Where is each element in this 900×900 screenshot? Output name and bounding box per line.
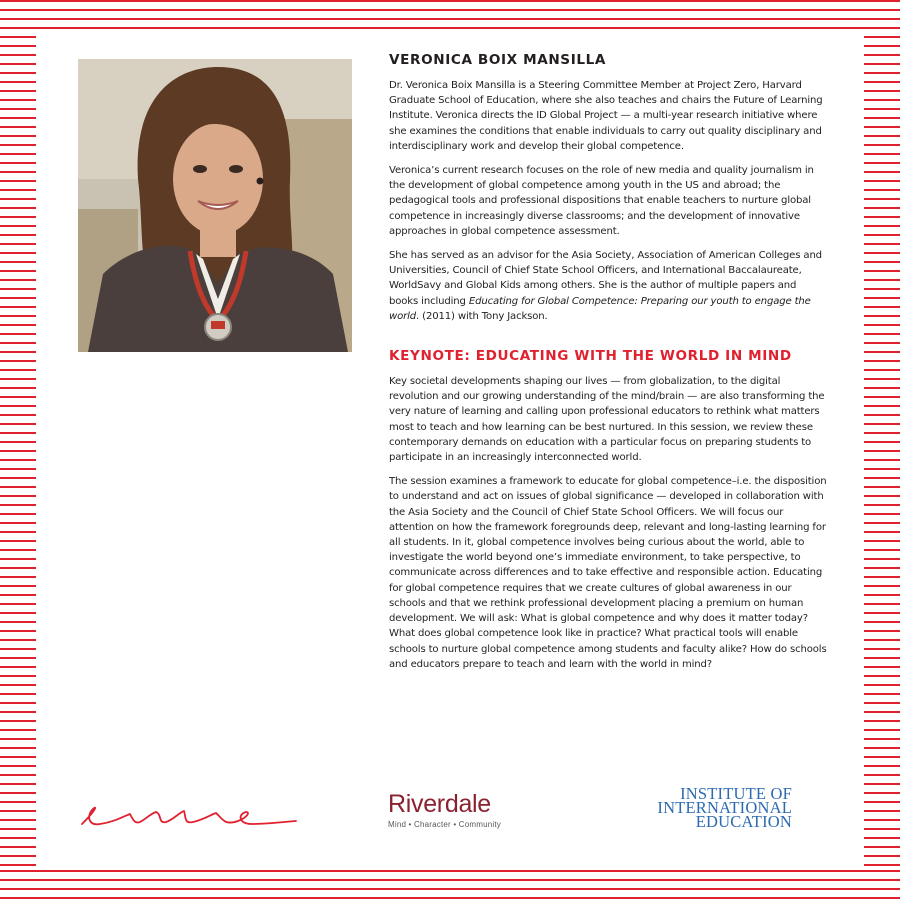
keynote-paragraph-1: Key societal developments shaping our lives — from globalization, to the digital revolution and our growing understanding of the mind/brain — are also transforming the very nature of learning and calling upon professional educators to rethink what matters most to teach and how learning can be best nurtured. In this session, we review these contemporary demands on education with a particular focus on preparing students to participate in an increasingly interconnected world. — [389, 376, 825, 464]
book-title: Educating for Global Competence: Preparing our youth to engage the world — [389, 295, 811, 322]
bio-paragraph-3-text: She has served as an advisor for the Asia Society, Association of American Colleges and Universities, Council of Chief State School Officers, and International Baccalaureate, WorldSavy and Global Kids among others. She is the author of multiple papers and books including — [389, 250, 822, 307]
speaker-content — [389, 52, 827, 681]
bio-paragraph-3 — [389, 248, 827, 324]
bio-paragraph-2: Veronica’s current research focuses on the role of new media and quality journalism in the development of global competence among youth in the US and abroad; the pedagogical tools and professional dispositions that enable teachers to nurture global competence in increasingly diverse classrooms; and the development of innovative approaches in global competence assessment. — [389, 165, 814, 237]
iie-logo — [640, 784, 792, 831]
riverdale-logo — [388, 790, 501, 829]
iie-line-3: EDUCATION — [695, 811, 792, 831]
striped-border-top — [0, 0, 900, 36]
speaker-portrait-photo — [78, 59, 352, 352]
line-script-logo — [78, 800, 298, 832]
iie-line-2: INTERNATIONAL — [657, 797, 792, 817]
bio-paragraph-3-end: . (2011) with Tony Jackson. — [416, 310, 548, 322]
keynote-paragraph-2: The session examines a framework to educate for global competence–i.e. the disposition to understand and act on issues of global significance — developed in collaboration with the Asia Society and the Council of Chief State School Officers. We will focus our attention on how the framework foregrounds deep, relevant and long-lasting learning for all students. In it, global competence involves being curious about the world, able to investigate the world beyond one’s immediate environment, to take perspective, to communicate across differences and to take effective and responsible action. Educating for global competence requires that we create cultures of global awareness in our schools and that we rethink professional development placing a premium on human development. We will ask: What is global competence and why does it matter today? What does global competence look like in practice? What practical tools will enable schools to nurture global competence among students and faculty alike? How do schools and educators prepare to teach and learn with the world in mind? — [389, 476, 827, 670]
striped-border-left — [0, 36, 36, 870]
keynote-heading: KEYNOTE: EDUCATING WITH THE WORLD IN MIND — [389, 348, 792, 365]
speaker-name: VERONICA BOIX MANSILLA — [389, 52, 606, 68]
bio-paragraph-1: Dr. Veronica Boix Mansilla is a Steering Committee Member at Project Zero, Harvard Graduate School of Education, where she also teaches and chairs the Future of Learning Institute. Veronica directs the ID Global Project — a multi-year research initiative where she examines the conditions that enable individuals to carry out quality disciplinary and interdisciplinary work and develop their global competence. — [389, 80, 823, 152]
riverdale-wordmark: Riverdale — [388, 790, 491, 818]
striped-border-right — [864, 36, 900, 870]
riverdale-tagline: Mind • Character • Community — [388, 820, 502, 829]
striped-border-bottom — [0, 870, 900, 900]
iie-line-1: INSTITUTE OF — [680, 784, 792, 803]
